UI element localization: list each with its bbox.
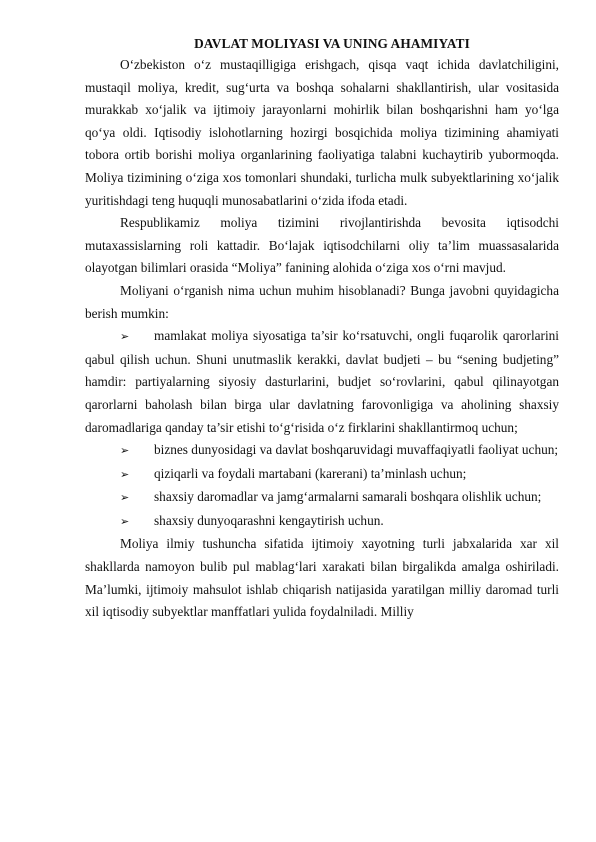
- list-item: [85, 439, 559, 463]
- list-item-text: shaxsiy dunyoqarashni kengaytirish uchun.: [154, 512, 384, 528]
- paragraph-finance-concept: Moliya ilmiy tushuncha sifatida ijtimoiy xayotning turli jabxalarida xar xil shakllarda namoyon bulib pul mablag‘lari xarakati bilan birgalikda amalga oshiriladi. Ma’lumki, ijtimoiy mahsulot ishlab chiqarish natijasida yaratilgan milliy daromad turli xil iqtisodiy subyektlar manffatlari yulida foydalniladi. Milliy: [85, 536, 559, 620]
- list-item-text: shaxsiy daromadlar va jamg‘armalarni samarali boshqara olishlik uchun;: [154, 489, 542, 505]
- paragraph-economists-role: Respublikamiz moliya tizimini rivojlantirishda bevosita iqtisodchi mutaxassislarning roli kattadir. Bo‘lajak iqtisodchilarni oliy ta’lim muassasalarida olayotgan bilimlari orasida “Moliya” fanining alohida o‘ziga xos o‘rni mavjud.: [85, 215, 559, 276]
- arrow-bullet-icon: ➢: [120, 514, 130, 528]
- document-page: [85, 34, 559, 624]
- arrow-bullet-icon: ➢: [120, 467, 130, 481]
- list-item-text: qiziqarli va foydali martabani (karerani) ta’minlash uchun;: [154, 465, 467, 481]
- list-item-text: biznes dunyosidagi va davlat boshqaruvidagi muvaffaqiyatli faoliyat uchun;: [154, 442, 559, 458]
- list-item: [85, 325, 559, 439]
- list-item: [85, 463, 559, 487]
- list-item-text: mamlakat moliya siyosatiga ta’sir ko‘rsatuvchi, ongli fuqarolik qarorlarini qabul qilish uchun. Shuni unutmaslik kerakki, davlat budjeti – bu “sening budjeting” hamdir: partiyalarning siyosiy dasturlarini, budjet so‘rovlarini, qabul qilinayotgan qarorlarni baholash bilan birga ular davlatning farovonligiga va aholining shaxsiy daromadlariga qanday ta’sir etishi to‘g‘risida o‘z firklarini shakllantirmoq uchun;: [85, 328, 559, 435]
- arrow-bullet-icon: ➢: [120, 444, 130, 458]
- paragraph-independence: O‘zbekiston o‘z mustaqilligiga erishgach, qisqa vaqt ichida davlatchiligini, mustaqil moliya, kredit, sug‘urta va boshqa sohalarni shakllantirish, ular vositasida murakkab xo‘jalik va ijtimoiy jarayonlarni mohirlik bilan boshqarishni ham yo‘lga qo‘ya oldi. Iqtisodiy islohotlarning hozirgi bosqichida moliya tizimining ahamiyati tobora ortib borishi moliya organlarining faoliyatiga talabni kuchaytirib yubormoqda. Moliya tizimining o‘ziga xos tomonlari shundaki, turlicha mulk subyektlarining xo‘jalik yuritishdagi teng huquqli munosabatlarini o‘zida ifoda etadi.: [85, 57, 559, 208]
- arrow-bullet-icon: ➢: [120, 491, 130, 505]
- document-title: DAVLAT MOLIYASI VA UNING AHAMIYATI: [194, 36, 470, 51]
- list-item: [85, 486, 559, 510]
- list-item: [85, 510, 559, 534]
- paragraph-why-study: Moliyani o‘rganish nima uchun muhim hisoblanadi? Bunga javobni quyidagicha berish mumkin:: [85, 282, 559, 321]
- arrow-bullet-icon: ➢: [120, 330, 130, 344]
